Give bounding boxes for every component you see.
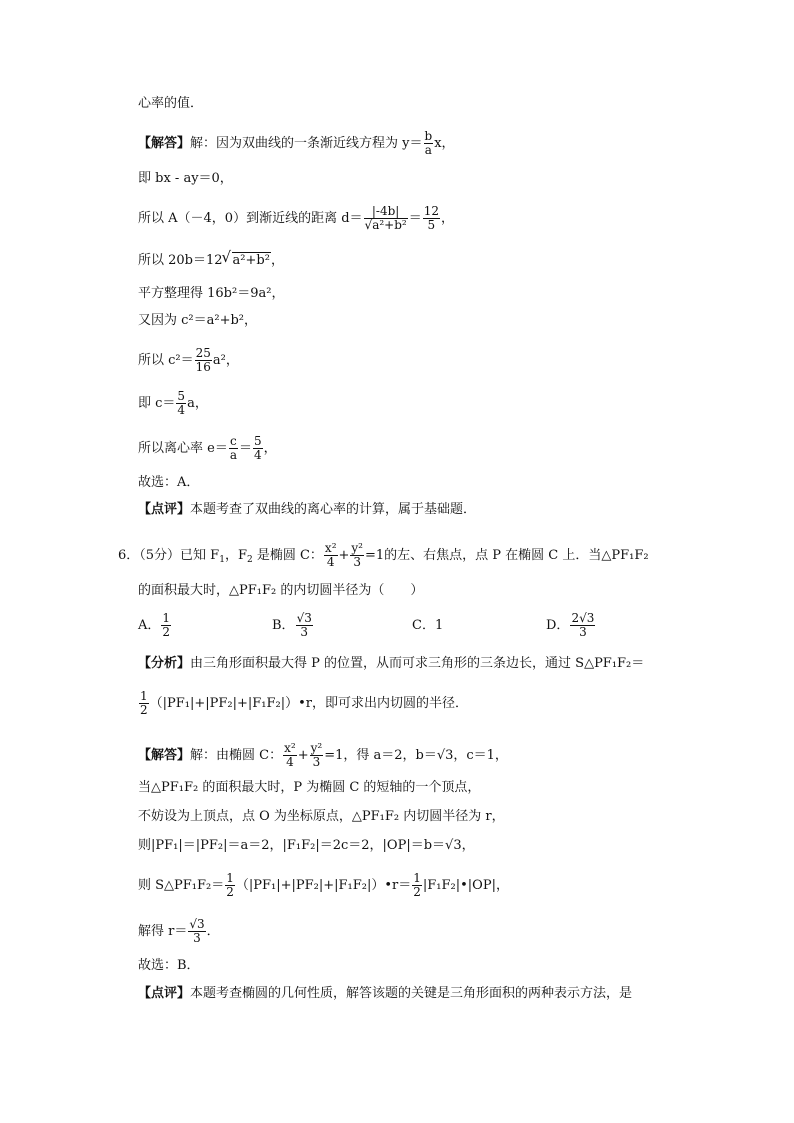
fraction [412,872,422,899]
option-label: A． [138,618,161,633]
denominator: 4 [254,448,262,462]
fraction [225,872,235,899]
option-d[interactable] [546,612,596,639]
text: （|PF₁|+|PF₂|+|F₁F₂|）•r，即可求出内切圆的半径． [149,696,469,711]
formula-line [138,347,239,374]
solution-tag: 【解答】 [138,136,191,151]
text-line: 心率的值． [138,96,204,111]
fraction [188,918,205,945]
text: 所以 20b＝12 [138,253,223,268]
fraction [283,742,297,769]
numerator: c [230,434,237,448]
solution-line [138,130,455,157]
denominator: a [424,143,432,157]
denominator: 3 [350,555,364,569]
denominator: 5 [423,218,440,232]
fraction [570,612,595,639]
text: ，F [224,548,247,563]
text: 由三角形面积最大得 P 的位置，从而可求三角形的三条边长，通过 S△PF₁F₂＝ [190,656,645,671]
formula-line [138,435,277,462]
text: =1的左、右焦点，点 P 在椭圆 C 上．当△PF₁F₂ [365,548,649,563]
answer-line: 故选：A． [138,475,200,490]
text: ， [263,441,277,456]
text: 解得 r＝ [138,924,188,939]
formula-line [138,205,454,232]
numerator: 1 [226,871,234,885]
denominator: 3 [188,931,205,945]
numerator: |-4b| [371,204,400,218]
fraction [310,742,324,769]
formula-line [138,872,509,899]
numerator: y² [310,741,323,755]
analysis-line [138,656,644,672]
radicand: a²+b² [372,218,407,232]
analysis-tag: 【分析】 [138,656,191,671]
text: ， [270,253,284,268]
text: 本题考查椭圆的几何性质，解答该题的关键是三角形面积的两种表示方法，是 [190,986,633,1001]
text: 所以 A（－4，0）到渐近线的距离 d＝ [138,211,363,226]
question-line [118,542,649,569]
denominator: a [229,448,237,462]
text: 是椭圆 C： [252,548,323,563]
comment-line [138,502,476,518]
text: =1，得 a＝2，b＝√3，c＝1， [324,748,508,763]
text: ， [441,211,455,226]
numerator: 1 [140,689,148,703]
numerator: y² [351,541,363,555]
text: （|PF₁|+|PF₂|+|F₁F₂|）•r＝ [235,878,412,893]
text: 所以 c²＝ [138,353,194,368]
answer-line: 故选：B． [138,958,200,973]
text: a²， [212,353,239,368]
text: 所以离心率 e＝ [138,441,228,456]
denominator: 16 [195,360,211,374]
fraction [176,390,186,417]
text: ＝ [238,441,252,456]
numerator: b [424,129,433,143]
text: x， [434,136,455,151]
numerator: 5 [177,389,186,403]
comment-line [138,986,632,1002]
text: 解：由椭圆 C： [190,748,283,763]
comment-tag: 【点评】 [138,502,191,517]
fraction [424,130,434,157]
text-line: 平方整理得 16b²＝9a²， [138,286,285,301]
text: 6．（5分）已知 F [118,548,220,563]
denominator: 2 [140,703,148,717]
text: 即 c＝ [138,396,176,411]
text-line: 不妨设为上顶点，点 O 为坐标原点，△PF₁F₂ 内切圆半径为 r， [138,809,505,824]
denominator: 2 [226,885,234,899]
fraction [350,542,364,569]
denominator: 4 [177,403,186,417]
fraction [324,542,338,569]
text-line: 则|PF₁|＝|PF₂|＝a＝2，|F₁F₂|＝2c＝2，|OP|＝b＝√3， [138,838,475,853]
text: + [338,548,350,563]
question-line: 的面积最大时，△PF₁F₂ 的内切圆半径为（ ） [138,583,424,598]
denominator: 3 [570,625,595,639]
numerator: 12 [423,204,439,218]
formula-line [138,390,208,417]
formula-line [138,918,220,945]
denominator: 2 [413,885,421,899]
fraction [139,690,149,717]
numerator: 1 [162,611,171,625]
text-line: 即 bx - ay＝0， [138,171,233,186]
text: 本题考查了双曲线的离心率的计算，属于基础题． [190,502,477,517]
option-a[interactable] [138,612,272,639]
text: 则 S△PF₁F₂＝ [138,878,225,893]
numerator: 1 [413,871,421,885]
analysis-line [138,690,468,717]
fraction [364,205,408,232]
fraction [253,435,263,462]
fraction [195,347,212,374]
radicand: a²+b² [232,253,270,268]
denominator: 2 [162,625,171,639]
text: + [297,748,309,763]
numerator: x² [324,541,337,555]
fraction [423,205,440,232]
numerator: 2√3 [571,611,595,625]
option-label: B． [272,618,295,633]
subscript: 2 [246,555,253,565]
text-line: 当△PF₁F₂ 的面积最大时，P 为椭圆 C 的短轴的一个顶点， [138,780,481,795]
options-row [138,612,596,639]
text: |F₁F₂|•|OP|， [422,878,509,893]
text: 解：因为双曲线的一条渐近线方程为 y＝ [190,136,423,151]
numerator: √3 [296,611,312,625]
fraction [161,612,171,639]
numerator: 25 [195,346,211,360]
option-label: D． [546,618,570,633]
text: ． [206,924,220,939]
solution-line [138,742,508,769]
option-b[interactable] [272,612,412,639]
numerator: √3 [189,917,205,931]
text-line: 又因为 c²＝a²+b²， [138,313,258,328]
option-c[interactable]: C．1 [412,618,444,633]
numerator: 5 [254,434,262,448]
denominator: 4 [283,755,297,769]
denominator: 4 [324,555,338,569]
solution-tag: 【解答】 [138,748,191,763]
denominator: 3 [310,755,324,769]
fraction [229,435,238,462]
text: a， [187,396,208,411]
numerator: x² [284,741,296,755]
denominator: √a²+b² [364,218,407,232]
comment-tag: 【点评】 [138,986,191,1001]
sqrt [223,252,271,269]
formula-line [138,252,284,269]
denominator: 3 [296,625,313,639]
fraction [296,612,313,639]
text: ＝ [408,211,422,226]
subscript: 1 [219,555,225,565]
